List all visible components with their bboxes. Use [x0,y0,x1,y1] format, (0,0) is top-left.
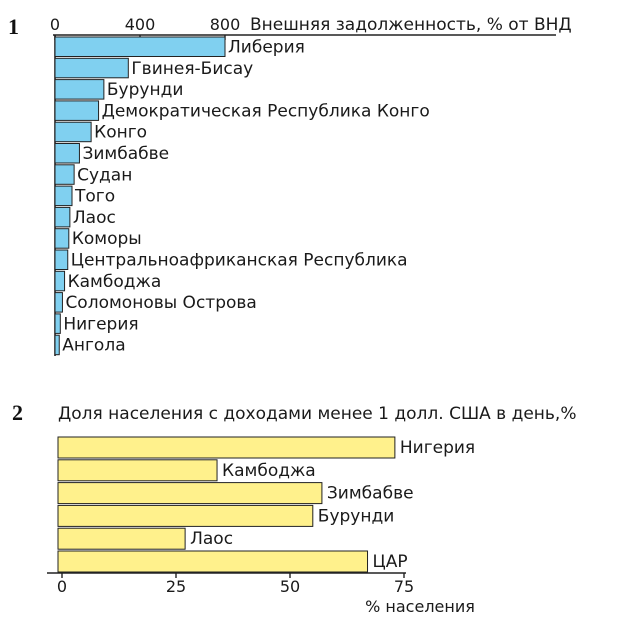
chart2-bar [58,505,313,526]
chart2-bar [58,483,322,504]
chart1-tick-label: 800 [209,15,241,34]
chart1-bar-label: Гвинея-Бисау [131,58,254,79]
chart1-bar [55,122,91,142]
chart1-bar-label: Судан [77,165,133,186]
chart1-bar-label: Соломоновы Острова [65,293,257,314]
chart1-title: Внешняя задолженность, % от ВНД [250,15,572,35]
chart1-tick-label: 0 [49,15,61,34]
chart1-bar [55,80,104,100]
chart1-bar [55,165,74,185]
chart1-bar [55,207,70,227]
chart2-bar-label: Бурунди [317,506,395,527]
chart2-tick-label: 50 [279,577,301,596]
chart1-bar-label: Лаос [72,207,116,228]
chart1-bar [55,250,68,270]
chart1-bar-label: Нигерия [63,314,139,335]
chart1-bar-label: Того [75,186,116,207]
chart2-bar [58,460,217,481]
chart1-bar [55,58,128,78]
chart1-bar [55,229,69,249]
chart2-tick-label: 0 [56,577,68,596]
chart1-bar [55,335,59,355]
chart2-bar [58,437,395,458]
chart1-bar-label: Зимбабве [82,144,170,164]
chart2-title: Доля населения с доходами менее 1 долл. США в день,% [58,404,577,424]
chart1-bar [55,271,65,291]
chart1-bar [55,314,60,334]
chart1-bar-label: Либерия [228,37,305,58]
chart2-bar [58,551,368,572]
chart1-bar-label: Конго [94,122,148,143]
chart1-bar [55,186,72,206]
chart2-x-axis-label: % населения [365,597,475,616]
chart2-bar [58,528,185,549]
chart2-bar-label: Лаос [190,529,234,550]
chart2-number: 2 [12,400,23,425]
chart1-bar-label: Коморы [71,229,142,250]
chart1-bar-label: Камбоджа [67,271,162,292]
chart2-bar-label: Зимбабве [326,483,414,504]
chart2-tick-label: 75 [393,577,415,596]
chart1-bar [55,144,79,164]
chart1-bar [55,101,99,121]
chart1-bar-label: Центральноафриканская Республика [70,250,408,271]
chart1-bar-label: Ангола [62,335,126,356]
chart1-bar [55,37,225,57]
chart1-bar-label: Демократическая Республика Конго [101,101,430,122]
chart2-bar-label: ЦАР [372,552,408,572]
chart1-bar-label: Бурунди [106,80,184,101]
chart1-number: 1 [8,14,19,39]
chart2-bar-label: Камбоджа [222,460,316,481]
chart2-bar-label: Нигерия [399,438,476,458]
chart-poverty-share [12,400,577,616]
chart1-bar [55,293,62,313]
chart1-tick-label: 400 [124,15,156,34]
chart2-tick-label: 25 [165,577,187,596]
chart-external-debt [8,14,572,356]
